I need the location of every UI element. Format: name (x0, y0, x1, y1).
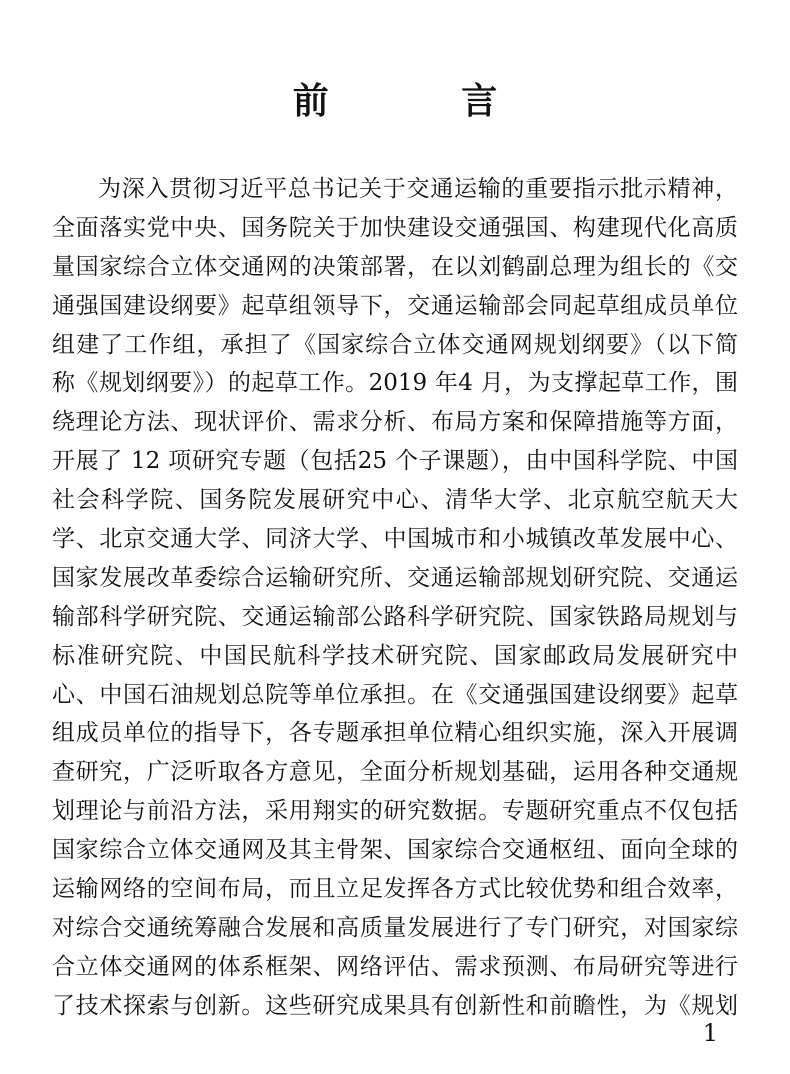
page-title: 前 言 (292, 81, 558, 122)
text-line: 划理论与前沿方法，采用翔实的研究数据。专题研究重点不仅包括 (52, 798, 738, 825)
text-line: 社会科学院、国务院发展研究中心、清华大学、北京航空航天大 (52, 487, 738, 514)
text-line: 通强国建设纲要》起草组领导下，交通运输部会同起草组成员单位 (52, 292, 738, 319)
text-line: 对综合交通统筹融合发展和高质量发展进行了专门研究，对国家综 (52, 914, 738, 941)
text-line: 输部科学研究院、交通运输部公路科学研究院、国家铁路局规划与 (52, 603, 738, 630)
text-line: 量国家综合立体交通网的决策部署，在以刘鹤副总理为组长的《交 (52, 253, 738, 280)
text-line: 运输网络的空间布局，而且立足发挥各方式比较优势和组合效率， (52, 876, 738, 903)
text-line: 全面落实党中央、国务院关于加快建设交通强国、构建现代化高质 (52, 214, 738, 241)
text-line: 国家综合立体交通网及其主骨架、国家综合交通枢纽、面向全球的 (52, 837, 738, 864)
text-line: 开展了 12 项研究专题（包括25 个子课题），由中国科学院、中国 (52, 448, 738, 475)
text-line: 标准研究院、中国民航科学技术研究院、国家邮政局发展研究中 (52, 642, 738, 669)
text-line: 为深入贯彻习近平总书记关于交通运输的重要指示批示精神， (98, 176, 738, 202)
text-line: 组建了工作组，承担了《国家综合立体交通网规划纲要》（以下简 (52, 331, 738, 358)
text-line: 合立体交通网的体系框架、网络评估、需求预测、布局研究等进行 (52, 953, 738, 980)
text-line: 国家发展改革委综合运输研究所、交通运输部规划研究院、交通运 (52, 564, 738, 591)
preface-body (52, 170, 738, 1026)
text-line: 学、北京交通大学、同济大学、中国城市和小城镇改革发展中心、 (52, 526, 738, 553)
text-line: 绕理论方法、现状评价、需求分析、布局方案和保障措施等方面， (52, 409, 738, 436)
page-number: 1 (702, 1019, 718, 1047)
text-line: 称《规划纲要》）的起草工作。2019 年4 月，为支撑起草工作，围 (52, 370, 738, 397)
text-line: 心、中国石油规划总院等单位承担。在《交通强国建设纲要》起草 (52, 681, 738, 708)
text-line: 查研究，广泛听取各方意见，全面分析规划基础，运用各种交通规 (52, 759, 738, 786)
text-line: 了技术探索与创新。这些研究成果具有创新性和前瞻性，为《规划 (52, 992, 738, 1019)
text-line: 组成员单位的指导下，各专题承担单位精心组织实施，深入开展调 (52, 720, 738, 747)
